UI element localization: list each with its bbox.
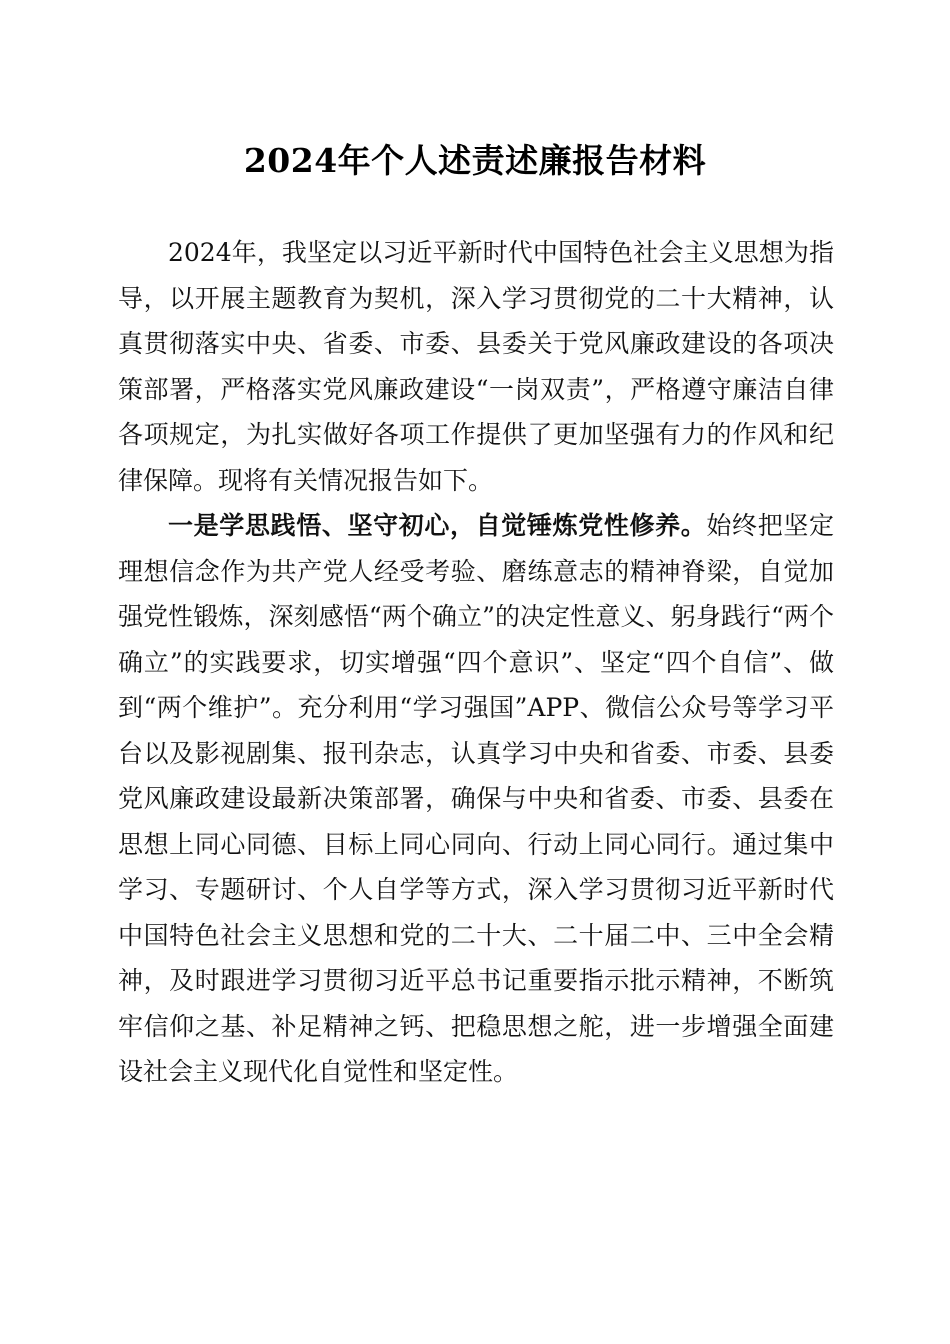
document-title: 2024年个人述责述廉报告材料	[243, 141, 707, 180]
document-body	[118, 230, 834, 1095]
paragraph-lead: 一是学思践悟、坚守初心，自觉锤炼党性修养。	[168, 511, 707, 540]
paragraph-text: 2024年，我坚定以习近平新时代中国特色社会主义思想为指导，以开展主题教育为契机，深入学习贯彻党的二十大精神，认真贯彻落实中央、省委、市委、县委关于党风廉政建设的各项决策部署，严格落实党风廉政建设“一岗双责”，严格遵守廉洁自律各项规定，为扎实做好各项工作提供了更加坚强有力的作风和纪律保障。现将有关情况报告如下。	[118, 238, 834, 495]
paragraph-text: 始终把坚定理想信念作为共产党人经受考验、磨练意志的精神脊梁，自觉加强党性锻炼，深刻感悟“两个确立”的决定性意义、躬身践行“两个确立”的实践要求，切实增强“四个意识”、坚定“四个自信”、做到“两个维护”。充分利用“学习强国”APP、微信公众号等学习平台以及影视剧集、报刊杂志，认真学习中央和省委、市委、县委党风廉政建设最新决策部署，确保与中央和省委、市委、县委在思想上同心同德、目标上同心同向、行动上同心同行。通过集中学习、专题研讨、个人自学等方式，深入学习贯彻习近平新时代中国特色社会主义思想和党的二十大、二十届二中、三中全会精神，及时跟进学习贯彻习近平总书记重要指示批示精神，不断筑牢信仰之基、补足精神之钙、把稳思想之舵，进一步增强全面建设社会主义现代化自觉性和坚定性。	[118, 511, 834, 1086]
paragraph-intro	[118, 230, 834, 503]
paragraph-section-1	[118, 503, 834, 1095]
